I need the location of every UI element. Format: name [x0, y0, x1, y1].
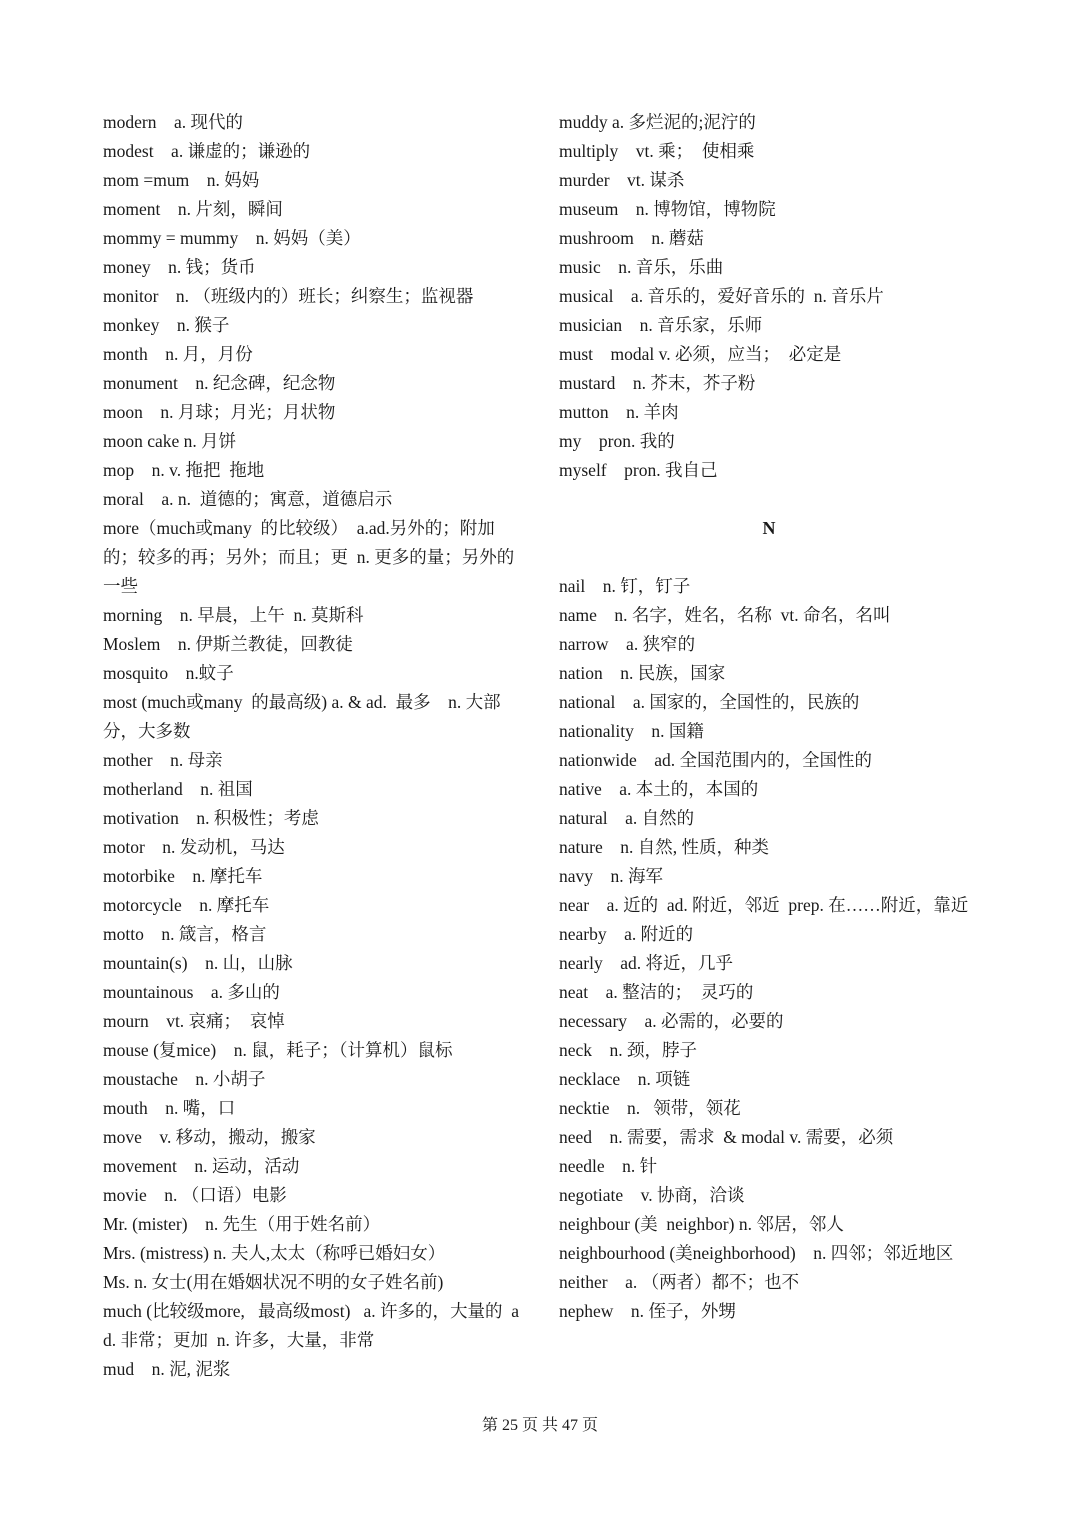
vocab-entry: necktie n. 领带，领花 — [559, 1098, 741, 1118]
vocab-entry: mourn vt. 哀痛； 哀悼 — [103, 1011, 285, 1031]
vocab-entry: narrow a. 狭窄的 — [559, 634, 696, 654]
vocab-entry: nail n. 钉，钉子 — [559, 576, 691, 596]
vocab-entry: negotiate v. 协商，洽谈 — [559, 1185, 745, 1205]
vocab-entry: monkey n. 猴子 — [103, 315, 230, 335]
vocab-entry: neck n. 颈，脖子 — [559, 1040, 698, 1060]
vocab-entry: mountain(s) n. 山，山脉 — [103, 953, 293, 973]
vocab-entry: motto n. 箴言，格言 — [103, 924, 267, 944]
vocab-entry: mother n. 母亲 — [103, 750, 223, 770]
vocab-entry: motorbike n. 摩托车 — [103, 866, 263, 886]
left-column — [103, 108, 523, 1384]
vocab-entry: neither a. （两者）都不；也不 — [559, 1272, 800, 1292]
vocab-entry: Ms. n. 女士(用在婚姻状况不明的女子姓名前) — [103, 1272, 444, 1292]
vocab-entry: multiply vt. 乘； 使相乘 — [559, 141, 755, 161]
vocab-entry: mom =mum n. 妈妈 — [103, 170, 260, 190]
vocab-entry: need n. 需要，需求 & modal v. 需要，必须 — [559, 1127, 894, 1147]
vocab-entry: nearly ad. 将近，几乎 — [559, 953, 733, 973]
vocab-entry: Mrs. (mistress) n. 夫人,太太（称呼已婚妇女） — [103, 1243, 446, 1263]
vocab-entry: name n. 名字，姓名，名称 vt. 命名，名叫 — [559, 605, 891, 625]
vocab-entry: moon cake n. 月饼 — [103, 431, 237, 451]
vocab-entry: month n. 月，月份 — [103, 344, 253, 364]
vocab-entry: necklace n. 项链 — [559, 1069, 691, 1089]
vocab-entry: nature n. 自然, 性质，种类 — [559, 837, 769, 857]
vocab-entry: Moslem n. 伊斯兰教徒，回教徒 — [103, 634, 353, 654]
vocab-entry: musician n. 音乐家，乐师 — [559, 315, 763, 335]
vocab-entry: nationwide ad. 全国范围内的，全国性的 — [559, 750, 873, 770]
vocab-entry: my pron. 我的 — [559, 431, 675, 451]
vocab-entry: mushroom n. 蘑菇 — [559, 228, 704, 248]
vocab-entry: movement n. 运动，活动 — [103, 1156, 300, 1176]
vocab-entry: modern a. 现代的 — [103, 112, 243, 132]
vocab-entry: nationality n. 国籍 — [559, 721, 704, 741]
vocab-entry: myself pron. 我自己 — [559, 460, 718, 480]
vocab-entry: motor n. 发动机，马达 — [103, 837, 285, 857]
page-footer: 第 25 页 共 47 页 — [481, 1417, 598, 1434]
vocab-entry: navy n. 海军 — [559, 866, 664, 886]
vocab-entry: morning n. 早晨，上午 n. 莫斯科 — [103, 605, 364, 625]
vocab-entry: motherland n. 祖国 — [103, 779, 253, 799]
vocab-entry: mosquito n.蚊子 — [103, 663, 234, 683]
vocab-entry: nephew n. 侄子，外甥 — [559, 1301, 736, 1321]
vocab-entry: neat a. 整洁的； 灵巧的 — [559, 982, 754, 1002]
vocab-entry: mustard n. 芥末，芥子粉 — [559, 373, 756, 393]
vocab-entry: modest a. 谦虚的；谦逊的 — [103, 141, 311, 161]
vocab-entry: mud n. 泥, 泥浆 — [103, 1359, 231, 1379]
vocab-entry: neighbour (美 neighbor) n. 邻居，邻人 — [559, 1214, 844, 1234]
vocab-entry: nation n. 民族，国家 — [559, 663, 726, 683]
vocab-entry: most (much或many 的最高级) a. & ad. 最多 n. 大部分，大多数 — [103, 692, 501, 741]
vocab-entry: much (比较级more, 最高级most) a. 许多的，大量的 ad. 非常；更加 n. 许多，大量，非常 — [103, 1301, 520, 1350]
vocab-entry: mommy = mummy n. 妈妈（美） — [103, 228, 361, 248]
vocab-entry: mouse (复mice) n. 鼠，耗子；（计算机）鼠标 — [103, 1040, 453, 1060]
vocab-entry: more（much或many 的比较级） a.ad.另外的；附加的；较多的再；另外；而且；更 n. 更多的量；另外的一些 — [103, 518, 515, 596]
vocab-entry: motorcycle n. 摩托车 — [103, 895, 270, 915]
vocab-entry: money n. 钱；货币 — [103, 257, 256, 277]
vocab-entry: moment n. 片刻，瞬间 — [103, 199, 283, 219]
vocab-entry: nearby a. 附近的 — [559, 924, 694, 944]
vocab-entry: needle n. 针 — [559, 1156, 658, 1176]
vocab-entry: mountainous a. 多山的 — [103, 982, 280, 1002]
vocab-entry: mutton n. 羊肉 — [559, 402, 679, 422]
m-entries-continued — [559, 108, 979, 485]
vocab-entry: motivation n. 积极性；考虑 — [103, 808, 319, 828]
vocab-entry: moon n. 月球；月光；月状物 — [103, 402, 336, 422]
vocab-entry: moustache n. 小胡子 — [103, 1069, 266, 1089]
vocab-entry: mouth n. 嘴，口 — [103, 1098, 236, 1118]
vocab-entry: musical a. 音乐的，爱好音乐的 n. 音乐片 — [559, 286, 884, 306]
n-entries — [559, 572, 979, 1326]
vocab-entry: movie n. （口语）电影 — [103, 1185, 287, 1205]
right-column — [559, 108, 979, 1326]
vocab-entry: native a. 本土的，本国的 — [559, 779, 759, 799]
vocab-entry: monitor n. （班级内的）班长；纠察生；监视器 — [103, 286, 474, 306]
vocab-entry: music n. 音乐，乐曲 — [559, 257, 724, 277]
vocab-entry: murder vt. 谋杀 — [559, 170, 685, 190]
vocab-entry: necessary a. 必需的，必要的 — [559, 1011, 784, 1031]
vocab-entry: museum n. 博物馆，博物院 — [559, 199, 776, 219]
vocab-entry: near a. 近的 ad. 附近，邻近 prep. 在……附近，靠近 — [559, 895, 969, 915]
vocab-entry: Mr. (mister) n. 先生（用于姓名前） — [103, 1214, 381, 1234]
vocab-entry: monument n. 纪念碑，纪念物 — [103, 373, 336, 393]
vocab-entry: must modal v. 必须，应当； 必定是 — [559, 344, 842, 364]
vocab-entry: moral a. n. 道德的；寓意，道德启示 — [103, 489, 393, 509]
vocab-entry: mop n. v. 拖把 拖地 — [103, 460, 265, 480]
vocab-entry: muddy a. 多烂泥的;泥泞的 — [559, 112, 756, 132]
section-heading-n: N — [762, 518, 776, 538]
vocab-entry: neighbourhood (美neighborhood) n. 四邻；邻近地区 — [559, 1243, 954, 1263]
vocab-entry: national a. 国家的，全国性的，民族的 — [559, 692, 860, 712]
vocab-entry: natural a. 自然的 — [559, 808, 695, 828]
vocab-entry: move v. 移动，搬动，搬家 — [103, 1127, 316, 1147]
